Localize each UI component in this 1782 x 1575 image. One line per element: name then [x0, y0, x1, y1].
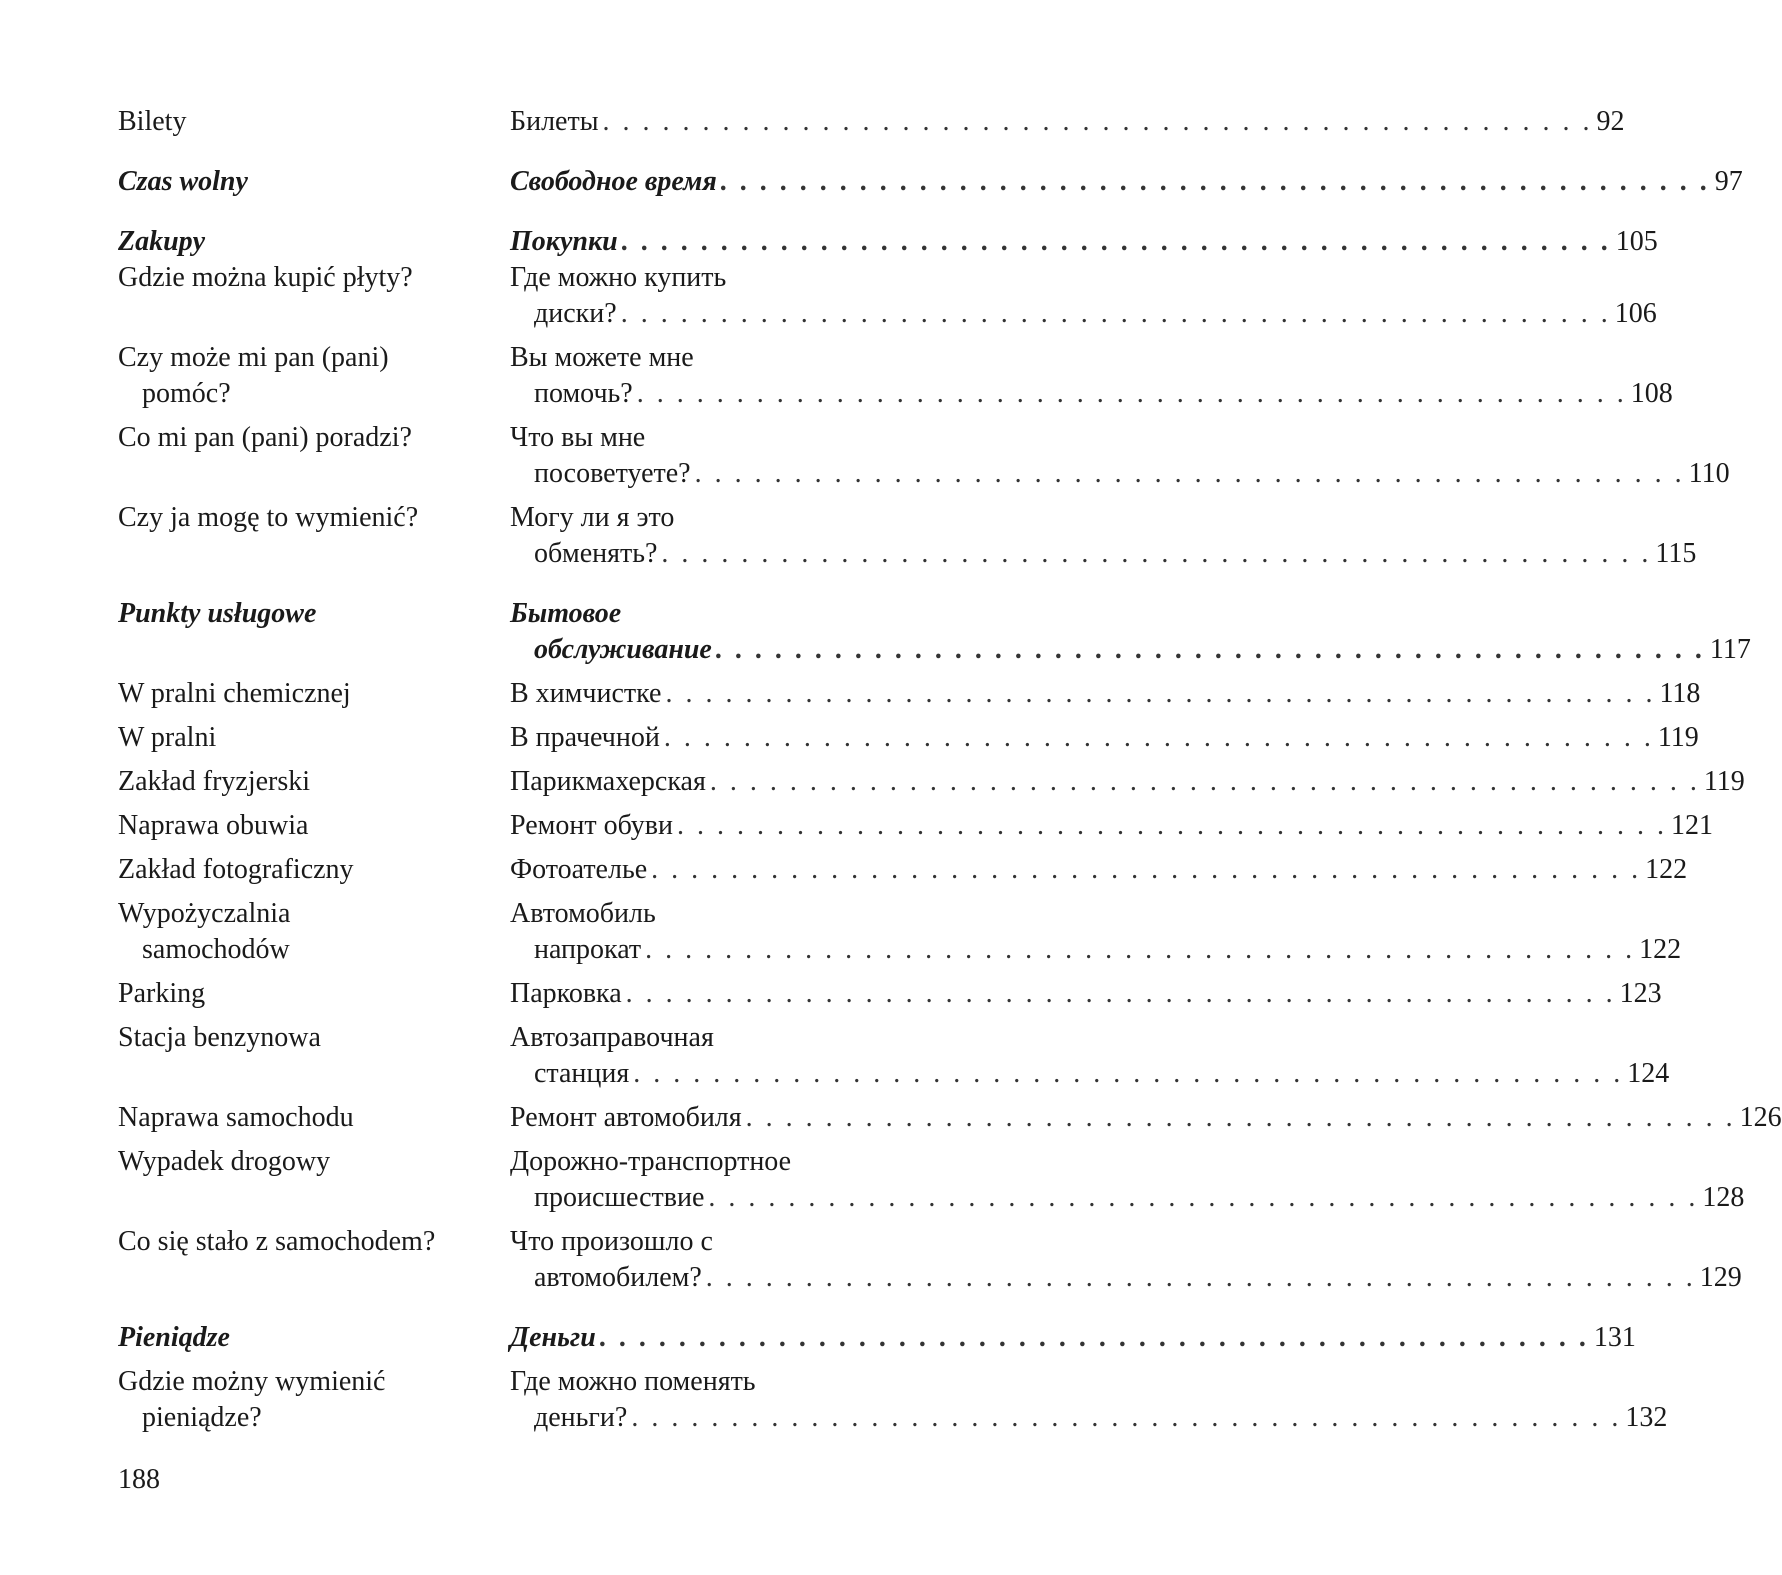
- title-ru-text: обслуживание: [534, 634, 712, 665]
- title-ru-text: обменять?: [534, 538, 658, 569]
- entry-title-ru: [510, 764, 1745, 800]
- title-pl-line: Punkty usługowe: [118, 598, 317, 629]
- page-ref: 105: [1615, 226, 1658, 257]
- toc-entry: [118, 1364, 1668, 1436]
- page-ref: 123: [1619, 978, 1662, 1009]
- entry-title-pl: [118, 852, 510, 888]
- entry-line: [510, 1100, 1782, 1136]
- entry-line: [510, 1320, 1636, 1356]
- title-ru-text: Ремонт обуви: [510, 810, 673, 841]
- title-pl-line: Zakupy: [118, 226, 206, 257]
- entry-title-pl: [118, 676, 510, 712]
- page-ref: 122: [1645, 854, 1688, 885]
- entry-title-ru: [510, 852, 1687, 888]
- title-ru-text: происшествие: [534, 1182, 705, 1213]
- title-pl-line: Bilety: [118, 106, 187, 137]
- title-ru-line: Что вы мне: [510, 422, 646, 453]
- entry-title-ru: [510, 104, 1625, 140]
- dot-leader: . . . . . . . . . . . . . . . . . . . . . . . . . . . . . . . . . . . . . . . . . . . . . . . . . .: [720, 166, 1711, 197]
- dot-leader: . . . . . . . . . . . . . . . . . . . . . . . . . . . . . . . . . . . . . . . . . . . . . . . . . .: [676, 810, 1667, 841]
- dot-leader: . . . . . . . . . . . . . . . . . . . . . . . . . . . . . . . . . . . . . . . . . . . . . . . . . .: [665, 678, 1656, 709]
- dot-leader: . . . . . . . . . . . . . . . . . . . . . . . . . . . . . . . . . . . . . . . . . . . . . . . . . .: [694, 458, 1685, 489]
- section-heading-ru: [510, 224, 1658, 260]
- toc-entry: [118, 1020, 1670, 1092]
- toc-entry: [118, 260, 1657, 332]
- entry-line: [510, 1400, 1667, 1436]
- page-ref: 92: [1596, 106, 1625, 137]
- section-heading-ru: [510, 1320, 1636, 1356]
- entry-title-pl: [118, 1020, 510, 1092]
- title-pl-continuation: samochodów: [142, 934, 290, 965]
- title-pl-line: Czas wolny: [118, 166, 248, 197]
- title-ru-line: Автомобиль: [510, 898, 656, 929]
- entry-line: [510, 632, 1751, 668]
- entry-line: [510, 808, 1713, 844]
- page-ref: 119: [1703, 766, 1745, 797]
- title-ru-text: автомобилем?: [534, 1262, 702, 1293]
- entry-title-pl: [118, 976, 510, 1012]
- entry-line: [510, 852, 1687, 888]
- page-ref: 108: [1630, 378, 1673, 409]
- entry-title-pl: [118, 720, 510, 756]
- title-ru-line: Автозаправочная: [510, 1022, 714, 1053]
- dot-leader: . . . . . . . . . . . . . . . . . . . . . . . . . . . . . . . . . . . . . . . . . . . . . . . . . .: [625, 978, 1616, 1009]
- entry-title-pl: [118, 1364, 510, 1436]
- page-ref: 124: [1627, 1058, 1670, 1089]
- dot-leader: . . . . . . . . . . . . . . . . . . . . . . . . . . . . . . . . . . . . . . . . . . . . . . . . . .: [661, 538, 1652, 569]
- section-heading-ru: [510, 596, 1751, 668]
- entry-line: [510, 720, 1699, 756]
- toc-entry: [118, 720, 1699, 756]
- entry-title-pl: [118, 1100, 510, 1136]
- toc-entry: [118, 104, 1625, 140]
- title-ru-text: Деньги: [510, 1322, 596, 1353]
- section-heading-pl: [118, 1320, 510, 1356]
- section-heading-pl: [118, 224, 510, 260]
- title-ru-text: Ремонт автомобиля: [510, 1102, 742, 1133]
- title-ru-text: Фотоателье: [510, 854, 648, 885]
- title-ru-text: В прачечной: [510, 722, 660, 753]
- title-pl-line: Wypożyczalnia: [118, 898, 291, 929]
- entry-line: [510, 1056, 1669, 1092]
- toc-entry: [118, 764, 1745, 800]
- toc-entry: [118, 420, 1730, 492]
- title-ru-text: станция: [534, 1058, 630, 1089]
- title-pl-line: Gdzie możny wymienić: [118, 1366, 386, 1397]
- toc-entry: [118, 1144, 1745, 1216]
- page-ref: 97: [1714, 166, 1743, 197]
- entry-line: [510, 104, 1625, 140]
- toc-entry: [118, 676, 1701, 712]
- dot-leader: . . . . . . . . . . . . . . . . . . . . . . . . . . . . . . . . . . . . . . . . . . . . . . . . . .: [651, 854, 1642, 885]
- title-ru-text: посоветуете?: [534, 458, 691, 489]
- title-pl-line: Stacja benzynowa: [118, 1022, 321, 1053]
- page-ref: 115: [1655, 538, 1697, 569]
- entry-title-ru: [510, 340, 1673, 412]
- entry-title-ru: [510, 1144, 1744, 1216]
- entry-line: [510, 536, 1696, 572]
- entry-title-pl: [118, 808, 510, 844]
- dot-leader: . . . . . . . . . . . . . . . . . . . . . . . . . . . . . . . . . . . . . . . . . . . . . . . . . .: [715, 634, 1706, 665]
- entry-title-ru: [510, 808, 1713, 844]
- toc-entry: [118, 500, 1697, 572]
- entry-line: [510, 676, 1700, 712]
- toc-entry: [118, 808, 1713, 844]
- title-ru-text: В химчистке: [510, 678, 662, 709]
- entry-title-pl: [118, 500, 510, 572]
- entry-line: [510, 376, 1673, 412]
- toc-entry: [118, 896, 1682, 968]
- title-pl-line: Czy ja mogę to wymienić?: [118, 502, 419, 533]
- dot-leader: . . . . . . . . . . . . . . . . . . . . . . . . . . . . . . . . . . . . . . . . . . . . . . . . . .: [620, 298, 1611, 329]
- title-ru-text: Билеты: [510, 106, 599, 137]
- title-pl-line: Pieniądze: [118, 1322, 230, 1353]
- title-ru-text: Парковка: [510, 978, 622, 1009]
- page-ref: 129: [1699, 1262, 1742, 1293]
- dot-leader: . . . . . . . . . . . . . . . . . . . . . . . . . . . . . . . . . . . . . . . . . . . . . . . . . .: [745, 1102, 1736, 1133]
- table-of-contents: [118, 104, 1782, 1436]
- entry-line: [510, 296, 1657, 332]
- toc-entry: [118, 852, 1688, 888]
- page-ref: 119: [1657, 722, 1699, 753]
- entry-title-pl: [118, 260, 510, 332]
- toc-entry: [118, 164, 1743, 200]
- dot-leader: . . . . . . . . . . . . . . . . . . . . . . . . . . . . . . . . . . . . . . . . . . . . . . . . . .: [708, 1182, 1699, 1213]
- entry-title-pl: [118, 1144, 510, 1216]
- section-heading-pl: [118, 596, 510, 668]
- entry-line: [510, 976, 1662, 1012]
- entry-title-ru: [510, 1020, 1669, 1092]
- title-pl-line: Gdzie można kupić płyty?: [118, 262, 413, 293]
- entry-line: [510, 456, 1730, 492]
- page-ref: 128: [1702, 1182, 1745, 1213]
- title-ru-text: Парикмахерская: [510, 766, 706, 797]
- title-ru-line: Могу ли я это: [510, 502, 675, 533]
- title-ru-line: Бытовое: [510, 598, 622, 629]
- entry-title-ru: [510, 1364, 1667, 1436]
- title-ru-text: диски?: [534, 298, 617, 329]
- entry-title-ru: [510, 260, 1657, 332]
- title-pl-line: Naprawa samochodu: [118, 1102, 354, 1133]
- dot-leader: . . . . . . . . . . . . . . . . . . . . . . . . . . . . . . . . . . . . . . . . . . . . . . . . . .: [709, 766, 1700, 797]
- page-number: 188: [118, 1464, 160, 1495]
- entry-title-pl: [118, 104, 510, 140]
- entry-title-ru: [510, 896, 1681, 968]
- entry-line: [510, 1260, 1742, 1296]
- title-ru-text: напрокат: [534, 934, 642, 965]
- toc-entry: [118, 1320, 1636, 1356]
- page-ref: 117: [1709, 634, 1751, 665]
- page-ref: 132: [1625, 1402, 1668, 1433]
- dot-leader: . . . . . . . . . . . . . . . . . . . . . . . . . . . . . . . . . . . . . . . . . . . . . . . . . .: [599, 1322, 1590, 1353]
- dot-leader: . . . . . . . . . . . . . . . . . . . . . . . . . . . . . . . . . . . . . . . . . . . . . . . . . .: [621, 226, 1612, 257]
- page-ref: 110: [1688, 458, 1730, 489]
- toc-entry: [118, 596, 1751, 668]
- entry-title-ru: [510, 420, 1730, 492]
- entry-title-ru: [510, 676, 1700, 712]
- toc-entry: [118, 1100, 1782, 1136]
- title-ru-line: Где можно поменять: [510, 1366, 756, 1397]
- title-pl-line: Naprawa obuwia: [118, 810, 309, 841]
- title-pl-line: Co mi pan (pani) poradzi?: [118, 422, 412, 453]
- section-heading-ru: [510, 164, 1743, 200]
- page-ref: 122: [1639, 934, 1682, 965]
- title-pl-line: Zakład fryzjerski: [118, 766, 311, 797]
- section-heading-pl: [118, 164, 510, 200]
- dot-leader: . . . . . . . . . . . . . . . . . . . . . . . . . . . . . . . . . . . . . . . . . . . . . . . . . .: [645, 934, 1636, 965]
- title-pl-line: W pralni chemicznej: [118, 678, 351, 709]
- title-ru-text: помочь?: [534, 378, 633, 409]
- title-ru-text: Свободное время: [510, 166, 717, 197]
- title-ru-text: Покупки: [510, 226, 618, 257]
- entry-title-pl: [118, 420, 510, 492]
- toc-entry: [118, 976, 1662, 1012]
- page-ref: 118: [1659, 678, 1701, 709]
- entry-title-ru: [510, 720, 1699, 756]
- entry-title-pl: [118, 1224, 510, 1296]
- page-ref: 106: [1614, 298, 1657, 329]
- page-ref: 121: [1670, 810, 1713, 841]
- title-pl-line: Zakład fotograficzny: [118, 854, 354, 885]
- entry-title-pl: [118, 340, 510, 412]
- dot-leader: . . . . . . . . . . . . . . . . . . . . . . . . . . . . . . . . . . . . . . . . . . . . . . . . . .: [663, 722, 1654, 753]
- entry-line: [510, 932, 1681, 968]
- title-ru-line: Что произошло с: [510, 1226, 713, 1257]
- entry-line: [510, 224, 1658, 260]
- title-ru-line: Где можно купить: [510, 262, 727, 293]
- entry-title-ru: [510, 1224, 1742, 1296]
- title-ru-line: Дорожно-транспортное: [510, 1146, 792, 1177]
- entry-title-ru: [510, 976, 1662, 1012]
- title-pl-line: W pralni: [118, 722, 217, 753]
- entry-title-pl: [118, 896, 510, 968]
- title-pl-line: Czy może mi pan (pani): [118, 342, 389, 373]
- title-pl-continuation: pieniądze?: [142, 1402, 262, 1433]
- entry-line: [510, 1180, 1744, 1216]
- title-pl-continuation: pomóc?: [142, 378, 231, 409]
- toc-entry: [118, 340, 1673, 412]
- toc-entry: [118, 1224, 1742, 1296]
- dot-leader: . . . . . . . . . . . . . . . . . . . . . . . . . . . . . . . . . . . . . . . . . . . . . . . . . .: [705, 1262, 1696, 1293]
- entry-title-ru: [510, 500, 1696, 572]
- page-ref: 131: [1593, 1322, 1636, 1353]
- entry-title-pl: [118, 764, 510, 800]
- title-pl-line: Wypadek drogowy: [118, 1146, 331, 1177]
- entry-title-ru: [510, 1100, 1782, 1136]
- title-pl-line: Parking: [118, 978, 206, 1009]
- dot-leader: . . . . . . . . . . . . . . . . . . . . . . . . . . . . . . . . . . . . . . . . . . . . . . . . . .: [602, 106, 1593, 137]
- dot-leader: . . . . . . . . . . . . . . . . . . . . . . . . . . . . . . . . . . . . . . . . . . . . . . . . . .: [636, 378, 1627, 409]
- dot-leader: . . . . . . . . . . . . . . . . . . . . . . . . . . . . . . . . . . . . . . . . . . . . . . . . . .: [633, 1058, 1624, 1089]
- entry-line: [510, 164, 1743, 200]
- title-ru-text: деньги?: [534, 1402, 628, 1433]
- title-pl-line: Co się stało z samochodem?: [118, 1226, 436, 1257]
- toc-entry: [118, 224, 1658, 260]
- title-ru-line: Вы можете мне: [510, 342, 694, 373]
- dot-leader: . . . . . . . . . . . . . . . . . . . . . . . . . . . . . . . . . . . . . . . . . . . . . . . . . .: [631, 1402, 1622, 1433]
- entry-line: [510, 764, 1745, 800]
- page-ref: 126: [1739, 1102, 1782, 1133]
